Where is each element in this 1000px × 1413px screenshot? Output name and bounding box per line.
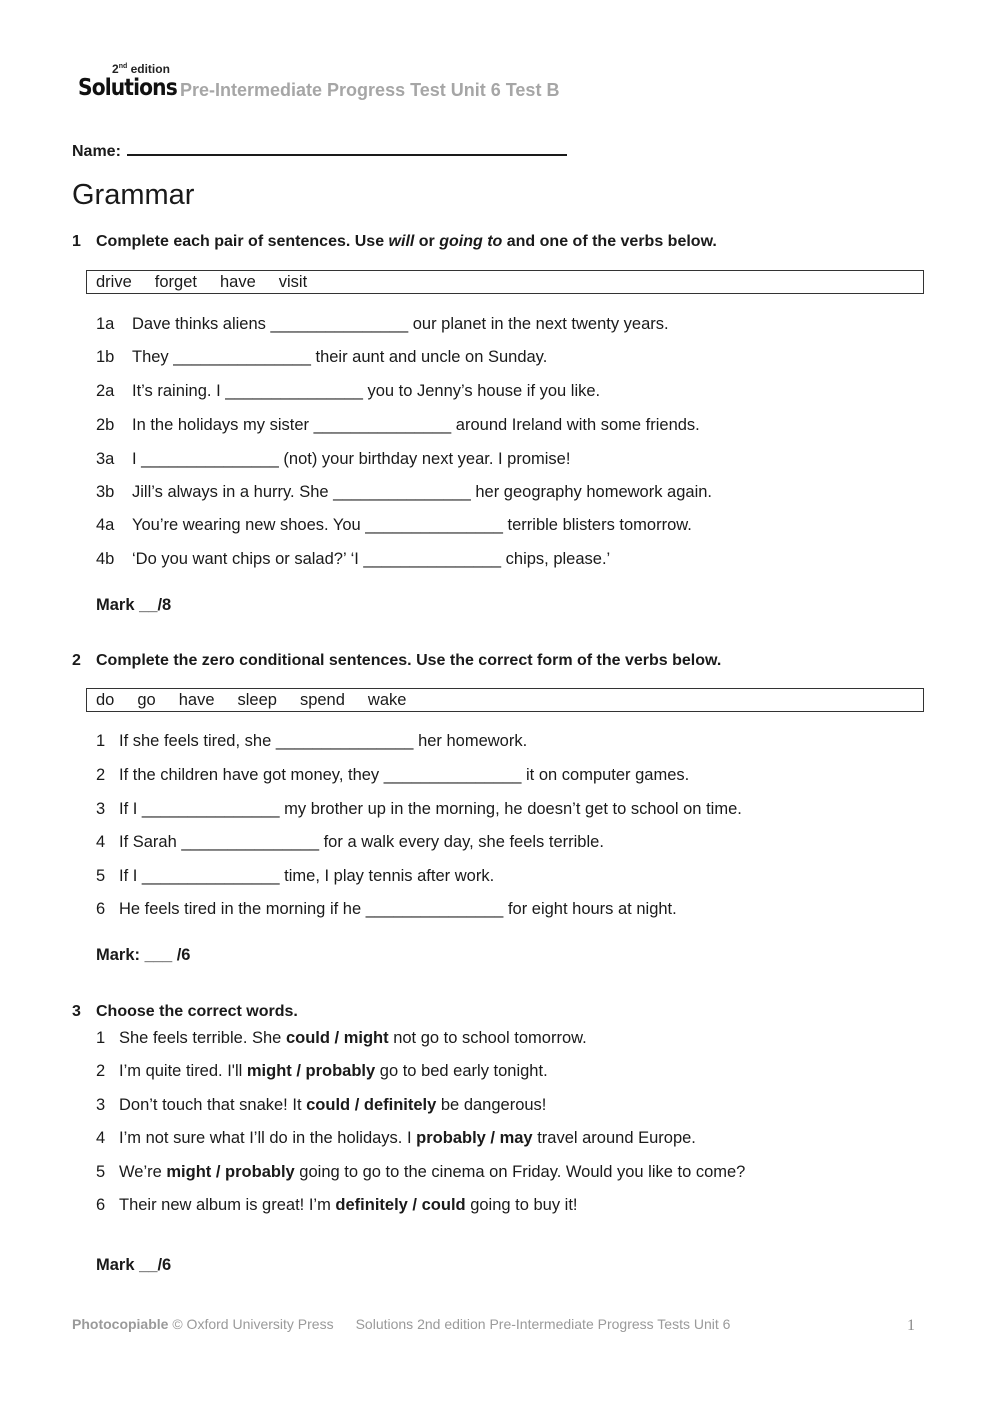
question-number: 2 (72, 652, 81, 669)
q2-item[interactable]: 1 If she feels tired, she _______________ her homework. (96, 732, 528, 750)
choice-option[interactable]: could / definitely (306, 1096, 437, 1114)
q2-item[interactable]: 2 If the children have got money, they _______________ it on computer games. (96, 766, 690, 784)
q1-item[interactable]: 1b They _______________ their aunt and uncle on Sunday. (96, 348, 548, 366)
q1-item[interactable]: 1a Dave thinks aliens _______________ our planet in the next twenty years. (96, 315, 669, 333)
word-option: drive (96, 273, 132, 291)
page-number: 1 (907, 1317, 915, 1334)
page-footer (72, 1316, 730, 1332)
word-option: have (178, 691, 215, 709)
copyright-text: © Oxford University Press (172, 1316, 334, 1332)
word-box-q2 (86, 688, 924, 712)
q1-item[interactable]: 2a It’s raining. I _______________ you to Jenny’s house if you like. (96, 382, 601, 400)
choice-option[interactable]: could / might (285, 1029, 389, 1047)
footer-title: Solutions 2nd edition Pre-Intermediate Progress Tests Unit 6 (355, 1316, 731, 1332)
choice-option[interactable]: definitely / could (335, 1196, 466, 1214)
word-box-q1 (86, 270, 924, 294)
q2-mark[interactable]: Mark: ___ /6 (96, 946, 191, 964)
word-option: wake (367, 691, 407, 709)
q3-item: 6 Their new album is great! I’m definitely / could going to buy it! (96, 1196, 578, 1214)
word-option: visit (278, 273, 308, 291)
q3-item: 2 I’m quite tired. I'll might / probably go to bed early tonight. (96, 1062, 548, 1080)
q1-item[interactable]: 3b Jill’s always in a hurry. She _______________ her geography homework again. (96, 483, 713, 501)
word-option: forget (154, 273, 197, 291)
q1-item[interactable]: 4a You’re wearing new shoes. You _______________ terrible blisters tomorrow. (96, 516, 692, 534)
q2-item[interactable]: 3 If I _______________ my brother up in the morning, he doesn’t get to school on time. (96, 800, 742, 818)
choice-option[interactable]: probably / may (416, 1129, 533, 1147)
q3-mark[interactable]: Mark __/6 (96, 1256, 172, 1274)
question-3-heading: 3 Choose the correct words. (72, 1003, 298, 1020)
q1-item[interactable]: 4b ‘Do you want chips or salad?’ ‘I _______________ chips, please.’ (96, 550, 611, 568)
word-option: have (219, 273, 256, 291)
q1-item[interactable]: 3a I _______________ (not) your birthday next year. I promise! (96, 450, 571, 468)
document-header (78, 62, 838, 106)
name-label: Name: (72, 143, 121, 160)
q3-item: 1 She feels terrible. She could / might not go to school tomorrow. (96, 1029, 587, 1047)
name-field (72, 138, 567, 161)
q3-item: 5 We’re might / probably going to go to the cinema on Friday. Would you like to come? (96, 1163, 746, 1181)
solutions-logo: Solutions (78, 75, 177, 101)
word-option: spend (299, 691, 345, 709)
q1-item[interactable]: 2b In the holidays my sister _______________ around Ireland with some friends. (96, 416, 700, 434)
question-number: 1 (72, 233, 81, 250)
q2-item[interactable]: 4 If Sarah _______________ for a walk every day, she feels terrible. (96, 833, 604, 851)
question-number: 3 (72, 1003, 81, 1020)
question-1-heading: 1 Complete each pair of sentences. Use will or going to and one of the verbs below. (72, 233, 717, 250)
edition-label: 2nd edition (112, 62, 170, 76)
q3-item: 4 I’m not sure what I’ll do in the holidays. I probably / may travel around Europe. (96, 1129, 696, 1147)
q3-item: 3 Don’t touch that snake! It could / definitely be dangerous! (96, 1096, 547, 1114)
q2-item[interactable]: 5 If I _______________ time, I play tennis after work. (96, 867, 495, 885)
word-option: go (137, 691, 156, 709)
photocopiable-label: Photocopiable (72, 1316, 169, 1332)
test-subtitle: Pre-Intermediate Progress Test Unit 6 Test B (180, 80, 560, 100)
section-title: Grammar (72, 179, 195, 211)
word-option: do (96, 691, 115, 709)
choice-option[interactable]: might / probably (246, 1062, 376, 1080)
question-2-heading: 2 Complete the zero conditional sentences. Use the correct form of the verbs below. (72, 652, 722, 669)
q2-item[interactable]: 6 He feels tired in the morning if he _______________ for eight hours at night. (96, 900, 677, 918)
q1-mark[interactable]: Mark __/8 (96, 596, 172, 614)
choice-option[interactable]: might / probably (166, 1163, 295, 1181)
name-blank-line[interactable] (127, 138, 567, 156)
word-option: sleep (237, 691, 277, 709)
